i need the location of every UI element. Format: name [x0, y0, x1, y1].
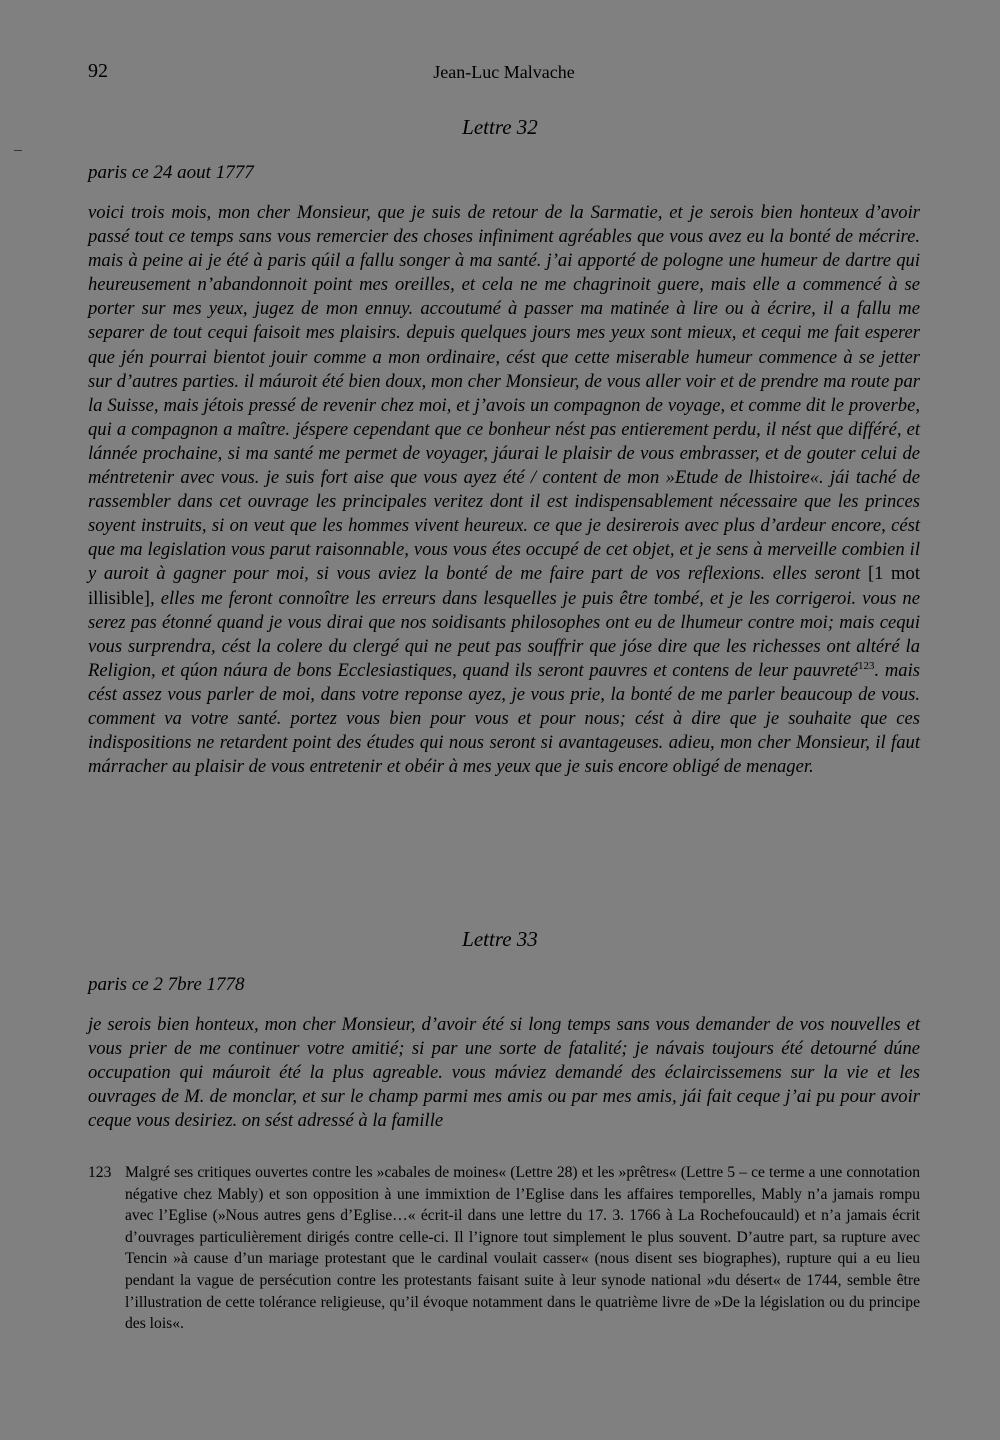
letter-32-text: voici trois mois, mon cher Monsieur, que je suis de retour de la Sarmatie, et je serois bien honteux d’avoir passé tout ce temps sans vous remercier des choses infiniment agréables que vous avez eu la bonté de mécrire. mais à peine ai je été à paris qúil a fallu songer à ma santé. j’ai apporté de pologne une humeur de dartre qui heureusement n’abandonnoit point mes oreilles, et cela ne me chagrinoit guere, mais elle a commencé à se porter sur mes yeux, jugez de mon ennuy. accoutumé à passer ma matinée à lire ou à écrire, il a fallu me separer de tout cequi faisoit mes plaisirs. depuis quelques jours mes yeux sont mieux, et cequi me fait esperer que jén pourrai bientot jouir comme a mon ordinaire, cést que cette miserable humeur commence à se jetter sur d’autres parties. il máuroit été bien doux, mon cher Monsieur, de vous aller voir et de prendre ma route par la Suisse, mais jétois pressé de revenir chez moi, et j’avois un compagnon de voyage, et comme dit le proverbe, qui a compagnon a maître. jéspere cependant que ce bonheur nést pas entierement perdu, il nést que différé, et lánnée prochaine, si ma santé me permet de voyager, jáurai le plaisir de vous embrasser, et de gouter celui de méntretenir avec vous. je suis fort aise que vous ayez été / content de mon »Etude de lhistoire«. jái taché de rassembler dans cet ouvrage les principales veritez dont il est indispensablement nécessaire que les princes soyent instruits, si on veut que les hommes vivent heureux. ce que je desirerois avec plus d’ardeur encore, cést que ma legislation vous parut raisonnable, vous vous étes occupé de cet objet, et je sens à merveille combien il y auroit à gagner pour moi, si vous aviez la bonté de me faire part de vos reflexions. elles seront — [88, 202, 920, 585]
running-head: Jean-Luc Malvache — [433, 62, 575, 82]
letter-32-title: Lettre 32 — [462, 115, 538, 139]
letter-33-title: Lettre 33 — [462, 927, 538, 951]
letter-33-date: paris ce 2 7bre 1778 — [88, 974, 245, 995]
letter-32-text-cont: , elles me feront connoître les erreurs dans lesquelles je puis être tombé, et je les corrigeroi. vous ne serez pas étonné quand je vous dirai que nos soidisants philosophes ont eu de lhumeur contre moi; mais cequi vous surprendra, cést la colere du clergé qui ne peut pas souffrir que jóse dire que les richesses ont altéré la Religion, et qúon náura de bons Ecclesiastiques, quand ils seront pauvres et contens de leur pauvreté — [88, 587, 920, 681]
letter-32-date: paris ce 24 aout 1777 — [88, 162, 254, 183]
footnote-reference: 123 — [858, 659, 875, 672]
letter-32-body — [88, 201, 920, 779]
page-header — [88, 60, 920, 90]
letter-32-text-end: . mais cést assez vous parler de moi, dans votre reponse ayez, je vous prie, la bonté de me parler beaucoup de vous. comment va votre santé. portez vous bien pour vous et pour nous; cést à dire que je souhaite que ces indispositions ne retardent point des études qui nous seront si avantageuses. adieu, mon cher Monsieur, il faut márracher au plaisir de vous entretenir et obéir à mes yeux que je suis encore obligé de menager. — [88, 659, 920, 778]
page-number: 92 — [88, 60, 108, 82]
footnote-text: Malgré ses critiques ouvertes contre les »cabales de moines« (Lettre 28) et les »prêtres« (Lettre 5 – ce terme a une connotation négative chez Mably) et son opposition à une immixtion de l’Eglise dans les affaires temporelles, Mably n’a jamais rompu avec l’Eglise (»Nous autres gens d’Eglise…« écrit-il dans une lettre du 17. 3. 1766 à La Rochefoucauld) et n’a jamais écrit d’ouvrages particulièrement dirigés contre celle-ci. Il l’ignore tout simplement le plus souvent. D’autre part, sa rupture avec Tencin »à cause d’un mariage protestant que le cardinal voulait casser« (nous disent ses biographes), rupture qui a eu lieu pendant la vague de persécution contre les protestants faisant suite à leur synode national »du désert« de 1744, semble être l’illustration de cette tolérance religieuse, qu’il évoque notamment dans le quatrième livre de »De la législation ou du principe des lois«. — [125, 1164, 920, 1333]
illegible-word-note: [1 mot illisible] — [88, 563, 920, 609]
letter-33-body: je serois bien honteux, mon cher Monsieur, d’avoir été si long temps sans vous demander de vos nouvelles et vous prier de me continuer votre amitié; si par une sorte de fatalité; je návais toujours été detourné dúne occupation qui máuroit été la plus agreable. vous máviez demandé des éclaircissemens sur la vie et les ouvrages de M. de monclar, et sur le champ parmi mes amis ou par mes amis, jái fait ceque j’ai pu pour avoir ceque vous desiriez. on sést adressé à la famille — [88, 1014, 920, 1132]
footnote — [88, 1162, 920, 1335]
footnote-number: 123 — [88, 1164, 112, 1181]
margin-mark — [14, 150, 22, 151]
